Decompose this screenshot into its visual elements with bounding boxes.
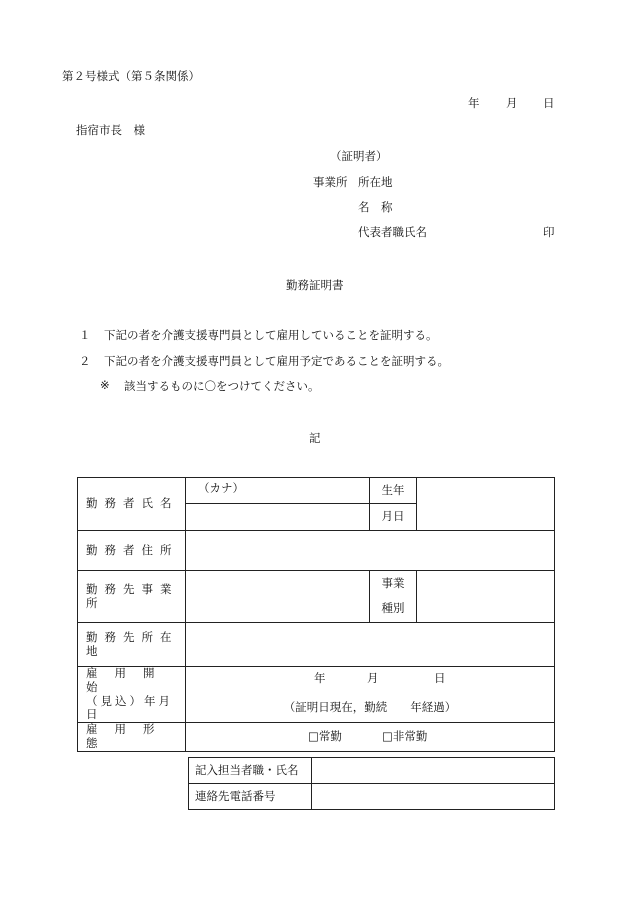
worker-address-label: 勤務者住所 (78, 531, 186, 571)
birth-label-top: 生年 (370, 478, 417, 504)
date-year-label: 年 (468, 96, 480, 110)
start-month-label: 月 (367, 671, 379, 685)
seal-mark: 印 (543, 225, 555, 239)
document-title: 勤務証明書 (286, 278, 344, 292)
start-year-label: 年 (314, 671, 326, 685)
start-date-label-bottom: （見込）年月日 (78, 695, 186, 723)
date-month-label: 月 (506, 96, 518, 110)
kana-label: （カナ） (186, 478, 370, 504)
ki-heading: 記 (309, 431, 321, 445)
addressee: 指宿市長 様 (76, 123, 145, 137)
worker-name-label: 勤務者氏名 (78, 478, 186, 531)
office-label: 事業所 (313, 175, 348, 189)
employment-type-label: 雇用形態 (78, 723, 186, 752)
representative-label: 代表者職氏名 (358, 225, 427, 239)
work-address-field[interactable] (186, 623, 555, 667)
birthdate-field[interactable] (417, 478, 555, 531)
parttime-checkbox[interactable]: □非常勤 (382, 729, 428, 744)
contact-table (188, 757, 555, 810)
start-date-note: （証明日現在，勤続 年経過） (186, 695, 555, 723)
employment-type-options (186, 723, 555, 752)
workplace-label: 勤務先事業所 (78, 571, 186, 623)
statement-2-number: ２ (79, 354, 91, 368)
birth-label-bottom: 月日 (370, 504, 417, 531)
business-type-label-top: 事業 (370, 571, 417, 597)
worker-address-field[interactable] (186, 531, 555, 571)
statement-1-text: 下記の者を介護支援専門員として雇用していることを証明する。 (104, 328, 438, 342)
business-type-field[interactable] (417, 571, 555, 623)
form-number: 第２号様式（第５条関係） (62, 69, 200, 83)
statement-2-text: 下記の者を介護支援専門員として雇用予定であることを証明する。 (104, 354, 449, 368)
employment-table (77, 477, 555, 752)
contact-person-label: 記入担当者職・氏名 (189, 758, 312, 784)
date-day-label: 日 (543, 96, 555, 110)
fulltime-checkbox[interactable]: □常勤 (308, 729, 342, 744)
work-address-label: 勤務先所在地 (78, 623, 186, 667)
address-label: 所在地 (358, 175, 393, 189)
note-mark: ※ (100, 378, 110, 392)
start-date-field[interactable] (186, 667, 555, 695)
business-type-label-bottom: 種別 (370, 597, 417, 623)
contact-person-field[interactable] (312, 758, 555, 784)
start-date-label-top: 雇用開始 (78, 667, 186, 695)
worker-name-field[interactable] (186, 504, 370, 531)
name-label: 名 称 (358, 200, 393, 214)
note-text: 該当するものに〇をつけてください。 (124, 379, 320, 393)
contact-phone-label: 連絡先電話番号 (189, 784, 312, 810)
contact-phone-field[interactable] (312, 784, 555, 810)
statement-1-number: １ (79, 328, 91, 342)
certifier-label: （証明者） (330, 149, 388, 163)
start-day-label: 日 (434, 671, 446, 685)
workplace-field[interactable] (186, 571, 370, 623)
